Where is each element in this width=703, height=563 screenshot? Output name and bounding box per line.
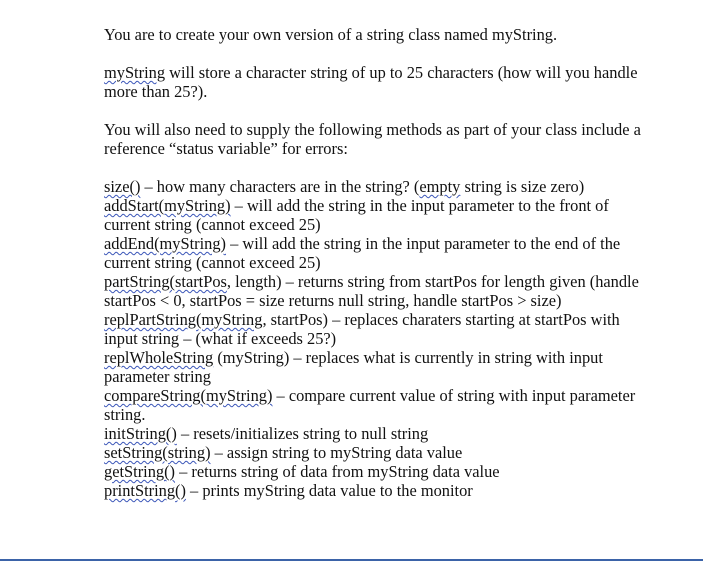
page-bottom-border: [0, 559, 703, 561]
method-description: – how many characters are in the string? (: [140, 177, 420, 196]
method-item-partstring: [104, 272, 644, 310]
method-item-size: [104, 177, 644, 196]
method-name: printString(): [104, 481, 186, 500]
method-name: initString(): [104, 424, 177, 443]
method-description: , length) – returns string from startPos for length given (handle startPos < 0, startPos = size returns null string, handle startPos > size): [104, 272, 639, 310]
method-name: compareString(myString): [104, 386, 273, 405]
method-description: – assign string to myString data value: [210, 443, 463, 462]
method-description: – will add the string in the input parameter to the end of the current string (cannot exceed 25): [104, 234, 621, 272]
methods-list: [104, 177, 644, 500]
method-item-printstring: [104, 481, 644, 500]
method-description: – returns string of data from myString data value: [175, 462, 500, 481]
method-name: getString(): [104, 462, 176, 481]
paragraph-gap: [104, 101, 644, 120]
method-item-replpartstring: [104, 310, 644, 348]
method-name: addStart(myString): [104, 196, 231, 215]
method-description: , startPos) – replaces charaters starting at startPos with input string – (what if exceeds 25?): [104, 310, 620, 348]
method-name: replWholeString: [104, 348, 214, 367]
method-name: setString(string): [104, 443, 211, 462]
method-term-empty: empty: [419, 177, 461, 196]
method-item-getstring: [104, 462, 644, 481]
method-item-addend: [104, 234, 644, 272]
storage-text: will store a character string of up to 25 characters (how will you handle more than 25?).: [104, 63, 638, 101]
method-name: addEnd(myString): [104, 234, 227, 253]
method-name: partString(startPos: [104, 272, 227, 291]
storage-paragraph: [104, 63, 644, 101]
methods-intro-paragraph: You will also need to supply the following methods as part of your class include a reference “status variable” for errors:: [104, 120, 641, 158]
method-description: – compare current value of string with input parameter string.: [104, 386, 636, 424]
method-description: – prints myString data value to the monitor: [185, 481, 473, 500]
intro-paragraph: You are to create your own version of a string class named myString.: [104, 25, 558, 44]
method-item-comparestring: [104, 386, 644, 424]
method-item-initstring: [104, 424, 644, 443]
method-description-end: string is size zero): [460, 177, 585, 196]
method-description: (myString) – replaces what is currently in string with input parameter string: [104, 348, 603, 386]
paragraph-gap: [104, 158, 644, 177]
method-name: replPartString(myString: [104, 310, 263, 329]
method-item-addstart: [104, 196, 644, 234]
storage-term: myString: [104, 63, 166, 82]
paragraph-gap: [104, 44, 644, 63]
method-description: – will add the string in the input parameter to the front of current string (cannot exceed 25): [104, 196, 609, 234]
method-description: – resets/initializes string to null string: [176, 424, 429, 443]
method-item-setstring: [104, 443, 644, 462]
method-item-replwholestring: [104, 348, 644, 386]
method-name: size(): [104, 177, 141, 196]
document-body: [104, 25, 644, 500]
